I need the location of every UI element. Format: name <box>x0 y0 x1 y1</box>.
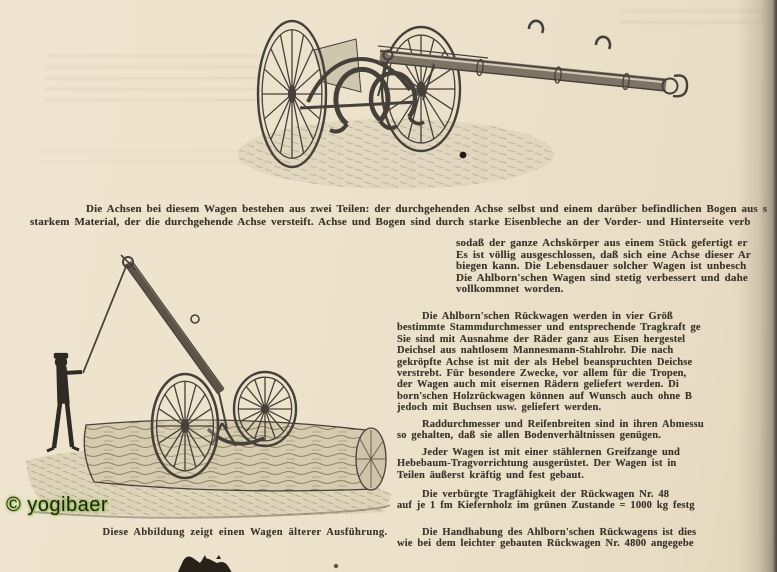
log <box>84 420 386 491</box>
wagon-rear-wheel <box>234 372 296 446</box>
text-line: Hebebaum-Tragvorrichtung ausgerüstet. Der Wagen ist in <box>397 458 677 470</box>
raised-pole <box>121 255 224 394</box>
body-paragraph-4 <box>397 447 680 481</box>
rope <box>83 264 127 373</box>
text-line: auf je 1 fm Kiefernholz im grünen Zustande = 1000 kg festg <box>397 500 695 512</box>
body-paragraph-3 <box>397 419 704 442</box>
text-line: Die Handhabung des Ahlborn'schen Rückwagens ist dies <box>422 527 697 538</box>
body-paragraph-1-continuation <box>456 238 751 296</box>
partial-horse-team-figure <box>150 552 570 572</box>
wagon-front-wheel <box>152 374 218 478</box>
text-line: Es ist völlig ausgeschlossen, daß sich eine Achse dieser Ar <box>456 248 751 261</box>
text-line: starkem Material, der die durchgehende Achse versteift. Achse und Bogen sind durch starke Eisenbleche an der Vorder- und Hinterseite verb <box>30 215 751 228</box>
text-line: Deichsel aus nahtlosem Mannesmann-Stahlrohr. Die nach <box>397 345 674 357</box>
body-paragraph-2 <box>397 311 701 414</box>
timber-cart-figure <box>228 4 690 196</box>
log-wagon-figure <box>22 253 404 525</box>
cart-left-wheel <box>258 21 326 167</box>
text-line: so gehalten, daß sie allen Bodenverhältnissen genügen. <box>397 430 661 442</box>
worker-figure <box>47 354 82 452</box>
text-line: wie bei dem leichter gebauten Rückwagen Nr. 4800 angegebe <box>397 538 694 550</box>
text-line: gekröpfte Achse ist mit der als Hebel beanspruchten Deichse <box>397 356 693 368</box>
text-line: verstrebt. Für besondere Zwecke, vor allem für die Tropen, <box>397 368 687 380</box>
watermark: © yogibaer <box>6 494 109 516</box>
text-line: Die verbürgte Tragfähigkeit der Rückwagen Nr. 48 <box>422 489 670 500</box>
text-line: Jeder Wagen ist mit einer stählernen Greifzange und <box>422 447 680 458</box>
text-line: Die Ahlborn'schen Rückwagen werden in vier Größ <box>422 311 674 322</box>
figure-caption: Diese Abbildung zeigt einen Wagen älterer Ausführung. <box>102 527 388 538</box>
cart-right-wheel <box>382 27 460 151</box>
text-line: Die Ahlborn'schen Wagen sind stetig verbessert und dahe <box>456 271 748 284</box>
text-line: Teilen äußerst kräftig und fest gebaut. <box>397 469 584 481</box>
text-line: jedoch mit Buchsen usw. geliefert werden. <box>397 402 602 414</box>
body-paragraph-5 <box>397 489 695 512</box>
text-line: vollkommnet worden. <box>456 283 564 296</box>
body-paragraph-1 <box>30 203 777 228</box>
text-line: Raddurchmesser und Reifenbreiten sind in ihren Abmessu <box>422 419 704 430</box>
ink-dot <box>460 152 467 159</box>
text-line: born'schen Holzrückwagen können auf Wunsch auch ohne B <box>397 390 693 402</box>
body-paragraph-6 <box>397 527 696 550</box>
text-line: der Wagen auch mit eisernen Rädern geliefert werden. Di <box>397 379 679 391</box>
text-line: biegen kann. Die Lebensdauer solcher Wagen ist unbesch <box>456 260 747 273</box>
text-line: sodaß der ganze Achskörper aus einem Stück gefertigt er <box>456 237 748 249</box>
text-line: Die Achsen bei diesem Wagen bestehen aus zwei Teilen: der durchgehenden Achse selbst und einem darüber befindlichen Bogen aus s <box>86 203 768 215</box>
text-line: Sie sind mit Ausnahme der Räder ganz aus Eisen hergestel <box>397 333 686 345</box>
text-line: bestimmte Stammdurchmesser und entsprechende Tragkraft ge <box>397 322 701 334</box>
